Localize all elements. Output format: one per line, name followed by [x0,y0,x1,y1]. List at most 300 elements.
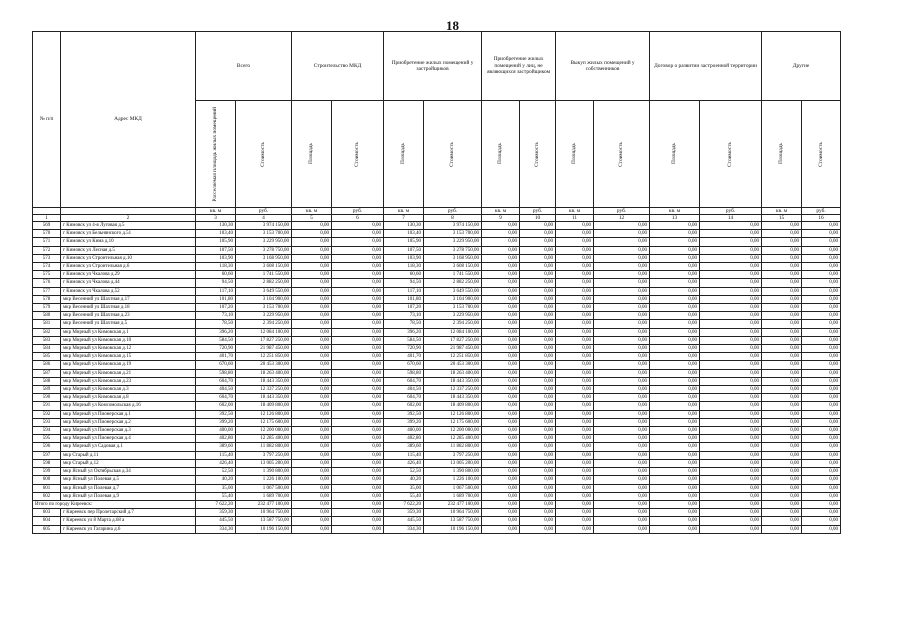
value-cell: 426,40 [196,459,236,467]
value-cell: 0,00 [650,476,700,484]
subheader-area: Площадь [482,101,520,208]
column-number-cell: 4 [236,215,292,222]
value-cell: 0,00 [762,435,802,443]
unit-cell: кв. м [650,208,700,215]
value-cell: 0,00 [556,443,594,451]
table-row [33,394,841,402]
value-cell: 0,00 [332,451,384,459]
value-cell: 0,00 [762,410,802,418]
value-cell: 0,00 [802,386,841,394]
row-number-cell: 603 [33,509,61,517]
value-cell: 0,00 [700,345,762,353]
address-cell: г Кимовск ул Чкалова д.44 [61,279,196,287]
value-cell: 0,00 [482,484,520,492]
value-cell: 0,00 [332,320,384,328]
value-cell: 0,00 [556,230,594,238]
value-cell: 598,80 [196,369,236,377]
value-cell: 0,00 [762,476,802,484]
row-number-cell: 588 [33,377,61,385]
value-cell: 0,00 [520,427,556,435]
value-cell: 0,00 [520,254,556,262]
value-cell: 0,00 [482,435,520,443]
value-cell: 0,00 [802,402,841,410]
row-number-cell: 592 [33,410,61,418]
value-cell: 130,30 [196,222,236,230]
value-cell: 0,00 [594,394,650,402]
value-cell: 0,00 [594,279,650,287]
value-cell: 0,00 [520,484,556,492]
value-cell: 0,00 [650,336,700,344]
value-cell: 0,00 [332,230,384,238]
value-cell: 0,00 [700,279,762,287]
value-cell: 20 453 300,00 [424,361,482,369]
value-cell: 0,00 [802,377,841,385]
address-cell: г Кимовск ул Строительная д.10 [61,254,196,262]
value-cell: 232 477 100,00 [236,500,292,508]
value-cell: 3 168 950,00 [424,254,482,262]
value-cell: 13 005 200,00 [424,459,482,467]
value-cell: 60,60 [384,271,424,279]
value-cell: 0,00 [802,500,841,508]
value-cell: 0,00 [292,377,332,385]
value-cell: 3 153 700,00 [236,230,292,238]
row-number-cell: 570 [33,230,61,238]
column-number-cell: 14 [700,215,762,222]
value-cell: 0,00 [762,254,802,262]
value-cell: 0,00 [594,377,650,385]
value-cell: 0,00 [650,279,700,287]
value-cell: 3 229 950,00 [236,312,292,320]
value-cell: 0,00 [802,222,841,230]
value-cell: 0,00 [482,476,520,484]
value-cell: 0,00 [556,377,594,385]
value-cell: 3 278 750,00 [424,246,482,254]
value-cell: 0,00 [762,402,802,410]
value-cell: 0,00 [556,254,594,262]
table-row [33,320,841,328]
unit-cell: руб. [520,208,556,215]
value-cell: 0,00 [556,345,594,353]
value-cell: 445,50 [196,517,236,525]
value-cell: 0,00 [650,377,700,385]
subheader-cost: Стоимость [424,101,482,208]
table-body [33,222,841,534]
table-row [33,238,841,246]
value-cell: 396,20 [196,328,236,336]
value-cell: 101,80 [196,295,236,303]
unit-cell: кв. м [292,208,332,215]
value-cell: 0,00 [700,254,762,262]
value-cell: 12 285 400,00 [236,435,292,443]
value-cell: 0,00 [650,295,700,303]
value-cell: 0,00 [332,476,384,484]
value-cell: 0,00 [762,468,802,476]
value-cell: 52,50 [196,468,236,476]
value-cell: 0,00 [802,230,841,238]
value-cell: 0,00 [332,345,384,353]
value-cell: 3 278 750,00 [236,246,292,254]
value-cell: 0,00 [292,336,332,344]
value-cell: 3 797 250,00 [424,451,482,459]
row-number-cell: 600 [33,476,61,484]
units-row [33,208,841,215]
value-cell: 0,00 [332,500,384,508]
value-cell: 0,00 [482,459,520,467]
value-cell: 0,00 [650,222,700,230]
total-label-cell: Итого по городу Киреевск: [33,500,196,508]
value-cell: 0,00 [762,271,802,279]
value-cell: 0,00 [700,509,762,517]
value-cell: 0,00 [520,386,556,394]
value-cell: 117,10 [384,287,424,295]
value-cell: 0,00 [332,336,384,344]
column-number-cell: 2 [61,215,196,222]
value-cell: 0,00 [520,443,556,451]
value-cell: 0,00 [762,287,802,295]
row-number-cell: 598 [33,459,61,467]
value-cell: 0,00 [802,410,841,418]
value-cell: 0,00 [594,369,650,377]
value-cell: 3 229 950,00 [424,312,482,320]
value-cell: 0,00 [700,492,762,500]
value-cell: 0,00 [594,222,650,230]
value-cell: 10 196 150,00 [424,525,482,533]
value-cell: 52,50 [384,468,424,476]
address-cell: мкр Мирный ул Комсомольская д.16 [61,402,196,410]
value-cell: 0,00 [650,254,700,262]
value-cell: 0,00 [594,410,650,418]
value-cell: 0,00 [332,246,384,254]
value-cell: 3 797 250,00 [236,451,292,459]
address-cell: мкр Мирный ул Пионерская д.1 [61,410,196,418]
address-cell: г Киреевск ул Гагарина д.6 [61,525,196,533]
value-cell: 0,00 [332,238,384,246]
value-cell: 0,00 [556,468,594,476]
value-cell: 0,00 [556,394,594,402]
value-cell: 604,70 [196,394,236,402]
value-cell: 359,30 [384,509,424,517]
value-cell: 0,00 [482,394,520,402]
value-cell: 0,00 [594,320,650,328]
value-cell: 0,00 [762,312,802,320]
value-cell: 0,00 [650,230,700,238]
value-cell: 3 229 950,00 [236,238,292,246]
value-cell: 0,00 [332,386,384,394]
value-cell: 0,00 [520,468,556,476]
value-cell: 0,00 [292,287,332,295]
column-number-cell: 3 [196,215,236,222]
row-number-cell: 586 [33,361,61,369]
value-cell: 0,00 [762,361,802,369]
column-number-cell: 5 [292,215,332,222]
value-cell: 0,00 [650,509,700,517]
unit-cell: руб. [236,208,292,215]
value-cell: 0,00 [520,500,556,508]
row-number-cell: 577 [33,287,61,295]
value-cell: 18 263 400,00 [236,369,292,377]
row-number-cell: 581 [33,320,61,328]
value-cell: 103,40 [384,230,424,238]
value-cell: 0,00 [700,353,762,361]
value-cell: 0,00 [762,295,802,303]
value-cell: 0,00 [332,484,384,492]
value-cell: 0,00 [332,328,384,336]
table-row [33,500,841,508]
value-cell: 0,00 [482,336,520,344]
address-cell: г Кимовск ул Строительная д.6 [61,263,196,271]
value-cell: 1 067 500,00 [236,484,292,492]
value-cell: 0,00 [332,402,384,410]
value-cell: 0,00 [292,500,332,508]
value-cell: 0,00 [650,361,700,369]
table-row [33,222,841,230]
value-cell: 0,00 [594,336,650,344]
value-cell: 0,00 [482,246,520,254]
value-cell: 103,90 [196,254,236,262]
value-cell: 1 390 800,00 [236,468,292,476]
value-cell: 0,00 [556,246,594,254]
value-cell: 0,00 [802,369,841,377]
value-cell: 3 104 900,00 [424,295,482,303]
column-numbers-row [33,215,841,222]
value-cell: 78,50 [384,320,424,328]
row-number-cell: 574 [33,263,61,271]
table-row [33,230,841,238]
value-cell: 0,00 [482,492,520,500]
value-cell: 0,00 [292,509,332,517]
column-number-cell: 1 [33,215,61,222]
value-cell: 0,00 [332,304,384,312]
value-cell: 118,30 [384,263,424,271]
table-row [33,369,841,377]
value-cell: 0,00 [292,484,332,492]
address-cell: г Кимовск ул Чкалова д.52 [61,287,196,295]
value-cell: 0,00 [700,427,762,435]
value-cell: 3 168 950,00 [236,254,292,262]
value-cell: 0,00 [332,443,384,451]
value-cell: 0,00 [520,263,556,271]
row-number-cell: 575 [33,271,61,279]
value-cell: 0,00 [700,304,762,312]
unit-cell: руб. [802,208,841,215]
subheader-cost: Стоимость [236,101,292,208]
value-cell: 0,00 [482,353,520,361]
value-cell: 584,50 [384,336,424,344]
value-cell: 0,00 [292,402,332,410]
value-cell: 0,00 [482,443,520,451]
row-number-cell: 580 [33,312,61,320]
value-cell: 35,00 [196,484,236,492]
value-cell: 0,00 [650,427,700,435]
value-cell: 0,00 [762,328,802,336]
value-cell: 0,00 [700,402,762,410]
value-cell: 0,00 [292,361,332,369]
row-number-cell: 602 [33,492,61,500]
row-number-cell: 594 [33,427,61,435]
value-cell: 0,00 [594,525,650,533]
unit-cell: руб. [594,208,650,215]
value-cell: 0,00 [802,320,841,328]
value-cell: 0,00 [520,320,556,328]
value-cell: 0,00 [482,410,520,418]
address-cell: г Киреевск пер Пролетарский д.7 [61,509,196,517]
value-cell: 0,00 [482,328,520,336]
value-cell: 0,00 [520,295,556,303]
value-cell: 0,00 [700,386,762,394]
unit-cell: кв. м [556,208,594,215]
header-group-buyout: Выкуп жилых помещений у собственников [556,32,650,101]
value-cell: 0,00 [650,386,700,394]
value-cell: 0,00 [332,271,384,279]
value-cell: 0,00 [556,459,594,467]
value-cell: 0,00 [802,336,841,344]
value-cell: 598,80 [384,369,424,377]
value-cell: 0,00 [802,312,841,320]
value-cell: 0,00 [650,271,700,279]
table-row [33,304,841,312]
value-cell: 0,00 [802,287,841,295]
value-cell: 0,00 [802,295,841,303]
value-cell: 0,00 [700,451,762,459]
value-cell: 0,00 [650,320,700,328]
value-cell: 404,50 [384,386,424,394]
value-cell: 0,00 [802,459,841,467]
subheader-area: Площадь [762,101,802,208]
value-cell: 0,00 [482,517,520,525]
value-cell: 18 443 350,00 [424,377,482,385]
value-cell: 20 453 300,00 [236,361,292,369]
value-cell: 0,00 [482,525,520,533]
value-cell: 12 337 250,00 [424,386,482,394]
value-cell: 0,00 [594,345,650,353]
row-number-cell: 591 [33,402,61,410]
value-cell: 0,00 [762,336,802,344]
table-row [33,287,841,295]
value-cell: 12 251 850,00 [424,353,482,361]
table-row [33,451,841,459]
value-cell: 0,00 [332,254,384,262]
value-cell: 0,00 [650,451,700,459]
value-cell: 0,00 [556,476,594,484]
value-cell: 0,00 [482,312,520,320]
value-cell: 118,30 [196,263,236,271]
value-cell: 0,00 [650,369,700,377]
value-cell: 392,50 [384,410,424,418]
value-cell: 0,00 [594,484,650,492]
value-cell: 445,50 [384,517,424,525]
value-cell: 0,00 [292,468,332,476]
value-cell: 0,00 [700,320,762,328]
value-cell: 0,00 [482,254,520,262]
row-number-cell: 597 [33,451,61,459]
value-cell: 130,30 [384,222,424,230]
value-cell: 0,00 [700,394,762,402]
value-cell: 2 394 250,00 [236,320,292,328]
value-cell: 3 608 150,00 [236,263,292,271]
value-cell: 0,00 [556,410,594,418]
unit-cell: кв. м [762,208,802,215]
value-cell: 0,00 [762,386,802,394]
value-cell: 11 882 800,00 [236,443,292,451]
value-cell: 0,00 [482,230,520,238]
address-cell: мкр Мирный ул Кимовская д.10 [61,336,196,344]
value-cell: 720,90 [384,345,424,353]
value-cell: 389,60 [196,443,236,451]
value-cell: 0,00 [556,451,594,459]
value-cell: 0,00 [332,410,384,418]
value-cell: 0,00 [332,361,384,369]
value-cell: 0,00 [650,353,700,361]
value-cell: 0,00 [520,312,556,320]
value-cell: 0,00 [556,517,594,525]
address-cell: г Кимовск ул 4-я Луговая д.5 [61,222,196,230]
column-number-cell: 11 [556,215,594,222]
address-cell: мкр Мирный ул Кимовская д.1 [61,328,196,336]
value-cell: 0,00 [762,443,802,451]
value-cell: 0,00 [556,336,594,344]
column-number-cell: 6 [332,215,384,222]
value-cell: 0,00 [292,492,332,500]
value-cell: 107,50 [384,246,424,254]
value-cell: 10 964 750,00 [424,509,482,517]
value-cell: 0,00 [700,443,762,451]
value-cell: 0,00 [802,435,841,443]
value-cell: 0,00 [520,451,556,459]
subheader-cost: Стоимость [332,101,384,208]
value-cell: 396,20 [384,328,424,336]
value-cell: 232 477 100,00 [424,500,482,508]
value-cell: 334,30 [384,525,424,533]
value-cell: 73,10 [196,312,236,320]
value-cell: 3 649 550,00 [424,287,482,295]
value-cell: 0,00 [650,312,700,320]
value-cell: 2 882 250,00 [236,279,292,287]
value-cell: 0,00 [762,427,802,435]
address-cell: мкр Мирный ул Пионерская д.2 [61,418,196,426]
value-cell: 0,00 [594,435,650,443]
subheader-area: Площадь [650,101,700,208]
value-cell: 0,00 [556,427,594,435]
value-cell: 0,00 [762,369,802,377]
value-cell: 0,00 [700,230,762,238]
value-cell: 0,00 [292,418,332,426]
value-cell: 0,00 [594,427,650,435]
value-cell: 0,00 [650,500,700,508]
value-cell: 0,00 [802,238,841,246]
value-cell: 55,40 [384,492,424,500]
address-cell: г Кимовск ул Чкалова д.29 [61,271,196,279]
column-number-cell: 8 [424,215,482,222]
value-cell: 0,00 [594,254,650,262]
value-cell: 0,00 [802,345,841,353]
value-cell: 3 153 700,00 [424,230,482,238]
value-cell: 399,20 [196,418,236,426]
value-cell: 0,00 [650,459,700,467]
value-cell: 0,00 [556,484,594,492]
address-cell: мкр Мирный ул Пионерская д.3 [61,427,196,435]
column-number-cell: 10 [520,215,556,222]
value-cell: 78,50 [196,320,236,328]
address-cell: г Кимовск ул Бельнянского д.51 [61,230,196,238]
value-cell: 0,00 [650,525,700,533]
value-cell: 0,00 [482,279,520,287]
value-cell: 0,00 [650,394,700,402]
row-number-cell: 595 [33,435,61,443]
value-cell: 0,00 [650,238,700,246]
value-cell: 21 987 450,00 [236,345,292,353]
value-cell: 0,00 [700,287,762,295]
value-cell: 0,00 [762,238,802,246]
